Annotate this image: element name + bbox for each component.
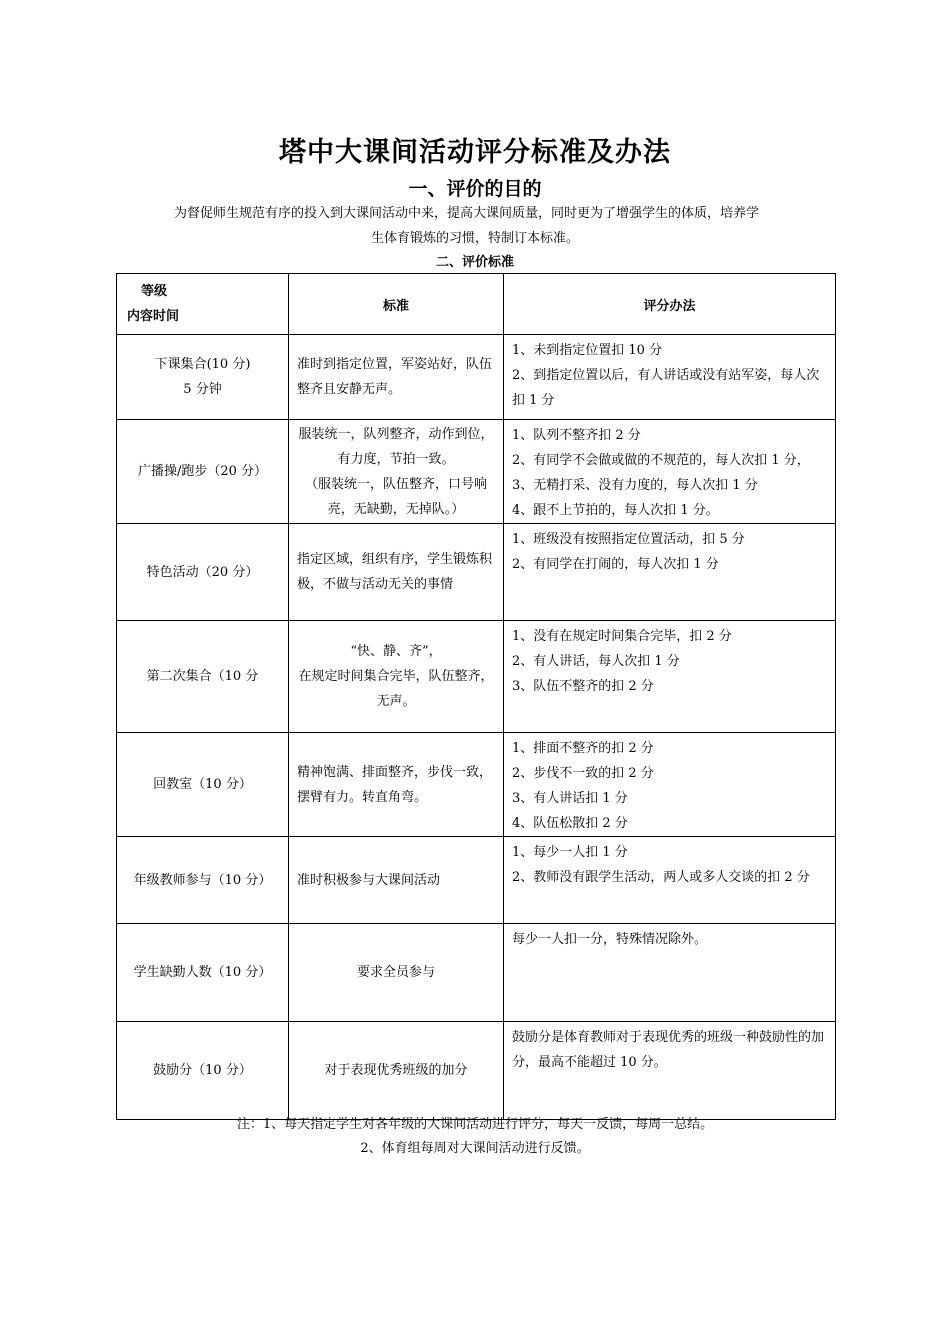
method-text: 2、到指定位置以后，有人讲话或没有站军姿，每人次扣 1 分 [512,368,820,408]
method-text: 3、有人讲话扣 1 分 [512,791,628,806]
table-row [117,733,836,837]
item-text: 广播操/跑步（20 分） [137,464,268,479]
item-cell [117,837,289,924]
table-header-row [117,274,836,335]
method-text: 2、教师没有跟学生活动，两人或多人交谈的扣 2 分 [512,870,810,885]
table-row [117,524,836,621]
method-cell [504,335,836,420]
method-cell [504,621,836,733]
standard-text: “快、静、齐”， [350,644,442,659]
method-text: 2、步伐不一致的扣 2 分 [512,766,654,781]
standard-cell [289,837,504,924]
method-cell [504,420,836,524]
item-text: 回教室（10 分） [153,777,252,792]
method-text: 1、每少一人扣 1 分 [512,845,628,860]
method-cell [504,733,836,837]
method-cell [504,524,836,621]
item-cell [117,335,289,420]
item-cell [117,524,289,621]
standard-cell [289,420,504,524]
method-cell [504,1022,836,1120]
item-text: 学生缺勤人数（10 分） [133,965,272,980]
footnote-line1: 注：1、每天指定学生对各年级的大课间活动进行评分，每天一反馈，每周一总结。 [236,1117,714,1132]
standard-cell [289,621,504,733]
method-text: 2、有人讲话，每人次扣 1 分 [512,654,680,669]
item-cell [117,733,289,837]
method-text: 2、有同学不会做或做的不规范的，每人次扣 1 分， [512,453,810,468]
standard-text: 准时到指定位置，军姿站好，队伍整齐且安静无声。 [297,357,493,397]
document-title: 塔中大课间活动评分标准及办法 [279,137,671,168]
item-cell [117,420,289,524]
standard-cell [289,924,504,1022]
standard-text: 对于表现优秀班级的加分 [324,1063,468,1078]
table-row [117,924,836,1022]
table-row [117,621,836,733]
standard-text: 在规定时间集合完毕，队伍整齐，无声。 [298,669,494,709]
table-row [117,1022,836,1120]
method-text: 1、班级没有按照指定位置活动，扣 5 分 [512,532,745,547]
standard-text: 准时积极参与大课间活动 [297,872,441,888]
method-text: 3、无精打采、没有力度的，每人次扣 1 分 [512,478,758,493]
item-text: 年级教师参与（10 分） [133,872,272,888]
standard-cell [289,524,504,621]
standard-text: 要求全员参与 [356,965,435,980]
item-text: 鼓励分（10 分） [153,1063,252,1078]
standard-text: 精神饱满、排面整齐，步伐一致，摆臂有力。转直角弯。 [297,764,493,805]
table-row [117,420,836,524]
method-text: 鼓励分是体育教师对于表现优秀的班级一种鼓励性的加分，最高不能超过 10 分。 [512,1030,825,1070]
standard-text: 服装统一，队列整齐，动作到位，有力度，节拍一致。 [298,426,494,467]
header-content-time-label: 内容时间 [127,309,180,324]
standard-text: 指定区域，组织有序，学生锻炼积极，不做与活动无关的事情 [297,552,493,592]
header-cell-method: 评分办法 [504,274,836,335]
standard-cell [289,1022,504,1120]
item-text: 5 分钟 [183,382,222,397]
method-text: 3、队伍不整齐的扣 2 分 [512,679,654,694]
method-cell [504,837,836,924]
table-row [117,837,836,924]
item-text: 第二次集合（10 分 [146,669,259,684]
item-text: 特色活动（20 分） [146,564,259,580]
header-cell-grade [117,274,289,335]
method-text: 1、没有在规定时间集合完毕，扣 2 分 [512,629,732,644]
section-heading-purpose: 一、评价的目的 [408,178,542,200]
item-cell [117,1022,289,1120]
method-text: 1、排面不整齐的扣 2 分 [512,741,654,756]
standard-cell [289,733,504,837]
method-text: 4、队伍松散扣 2 分 [512,816,628,831]
footnote-line2: 2、体育组每周对大课间活动进行反馈。 [360,1141,590,1156]
header-grade-label: 等级 [141,284,168,299]
method-text: 每少一人扣一分，特殊情况除外。 [512,932,708,947]
intro-paragraph-line2: 生体育锻炼的习惯，特制订本标准。 [370,231,579,246]
standard-cell [289,335,504,420]
item-cell [117,924,289,1022]
header-cell-standard: 标准 [289,274,504,335]
method-text: 2、有同学在打闹的，每人次扣 1 分 [512,557,719,572]
method-text: 1、未到指定位置扣 10 分 [512,343,663,358]
method-text: 4、跟不上节拍的，每人次扣 1 分。 [512,503,719,518]
scoring-table [116,273,836,1120]
method-cell [504,924,836,1022]
section-heading-standard: 二、评价标准 [435,255,514,270]
table-row [117,335,836,420]
method-text: 1、队列不整齐扣 2 分 [512,428,641,443]
item-cell [117,621,289,733]
item-text: 下课集合(10 分) [154,357,251,372]
intro-paragraph-line1: 为督促师生规范有序的投入到大课间活动中来，提高大课间质量，同时更为了增强学生的体质，培养学 [174,206,760,221]
standard-text: （服装统一，队伍整齐，口号响亮，无缺勤，无掉队。） [304,476,487,517]
